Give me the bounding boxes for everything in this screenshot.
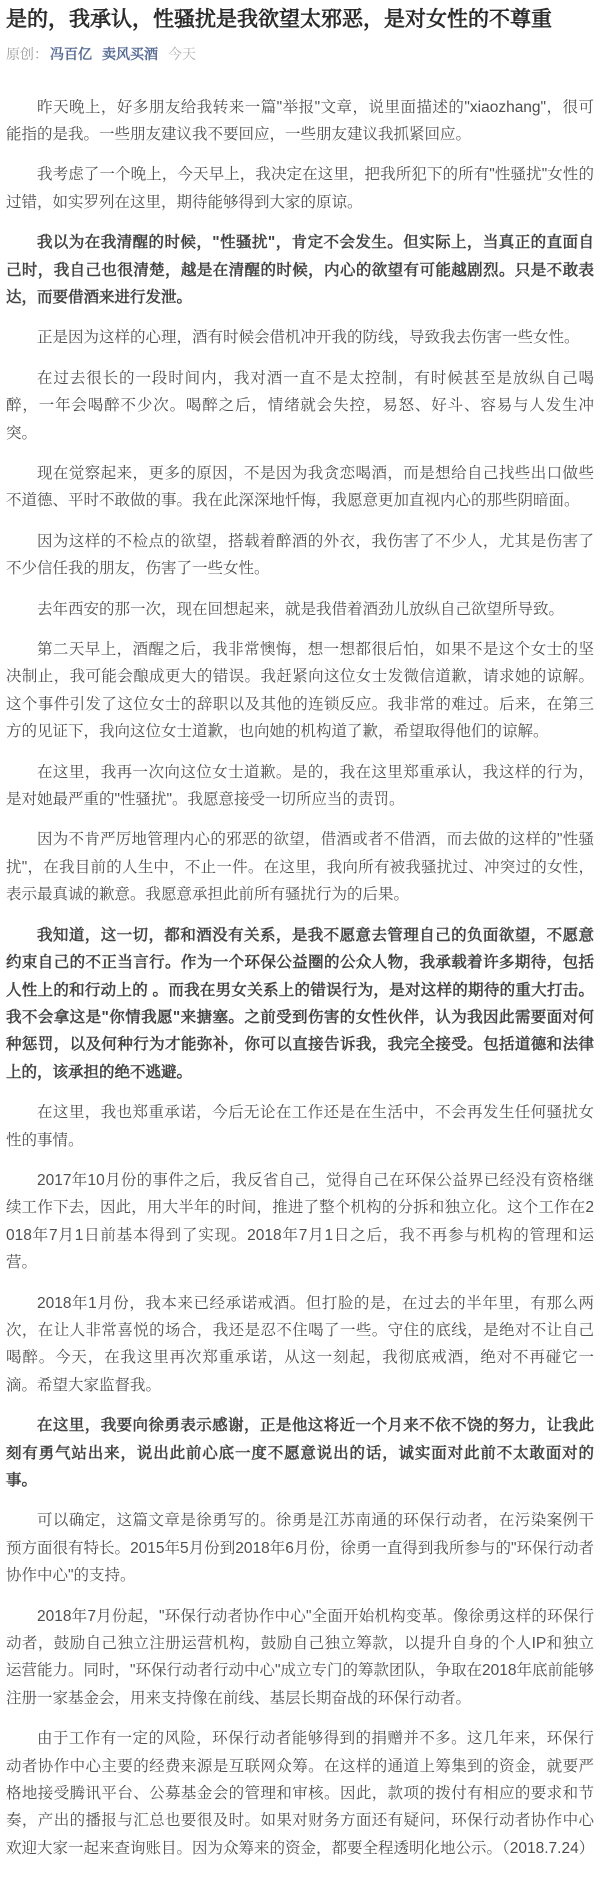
author-link[interactable]: 冯百亿 xyxy=(50,46,92,63)
paragraph: 正是因为这样的心理，酒有时候会借机冲开我的防线，导致我去伤害一些女性。 xyxy=(37,329,580,347)
paragraph-bold: 我知道，这一切，都和酒没有关系，是我不愿意去管理自己的负面欲望，不愿意约束自己的不正当言行。作为一个环保公益圈的公众人物，我承载着许多期待，包括人性上的和行动上的 。而我在男女关系上的错误行为，是对这样的期待的重大打击。我不会拿这是"你情我愿"来搪塞。之前受到伤害的女性伙伴，认为我因此需要面对何种惩罚，以及何种行为才能弥补，你可以直接告诉我，我完全接受。包括道德和法律上的，该承担的绝不逃避。 xyxy=(6,926,594,1081)
paragraph: 2017年10月份的事件之后，我反省自己，觉得自己在环保公益界已经没有资格继续工作下去，因此，用大半年的时间，推进了整个机构的分拆和独立化。这个工作在2018年7月1日前基本得到了实现。2018年7月1日之后，我不再参与机构的管理和运营。 xyxy=(6,1171,594,1272)
paragraph: 在这里，我也郑重承诺，今后无论在工作还是在生活中，不会再发生任何骚扰女性的事情。 xyxy=(6,1104,594,1149)
paragraph: 昨天晚上，好多朋友给我转来一篇"举报"文章，说里面描述的"xiaozhang"，很可能指的是我。一些朋友建议我不要回应，一些朋友建议我抓紧回应。 xyxy=(6,98,594,143)
paragraph: 在这里，我再一次向这位女士道歉。是的，我在这里郑重承认，我这样的行为，是对她最严重的"性骚扰"。我愿意接受一切所应当的责罚。 xyxy=(6,763,594,809)
paragraph: 2018年1月份，我本来已经承诺戒酒。但打脸的是，在过去的半年里，有那么两次，在让人非常喜悦的场合，我还是忍不住喝了一些。守住的底线，是绝对不让自己喝醉。今天，在我这里再次郑重承诺，从这一刻起，我彻底戒酒，绝对不再碰它一滴。希望大家监督我。 xyxy=(6,1294,594,1394)
paragraph: 因为不肯严厉地管理内心的邪恶的欲望，借酒或者不借酒，而去做的这样的"性骚扰"，在我目前的人生中，不止一件。在这里，我向所有被我骚扰过、冲突过的女性，表示最真诚的歉意。我愿意承担此前所有骚扰行为的后果。 xyxy=(6,831,594,904)
paragraph: 去年西安的那一次，现在回想起来，就是我借着酒劲儿放纵自己欲望所导致。 xyxy=(37,600,565,618)
account-link[interactable]: 卖风买酒 xyxy=(102,46,158,63)
paragraph: 2018年7月份起，"环保行动者协作中心"全面开始机构变革。像徐勇这样的环保行动者，鼓励自己独立注册运营机构，鼓励自己独立筹款，以提升自身的个人IP和独立运营能力。同时，"环保行动者行动中心"成立专门的筹款团队，争取在2018年底前能够注册一家基金会，用来支持像在前线、基层长期奋战的环保行动者。 xyxy=(6,1607,594,1707)
publish-date: 今天 xyxy=(168,46,196,63)
paragraph: 因为这样的不检点的欲望，搭载着醉酒的外衣，我伤害了不少人，尤其是伤害了不少信任我的朋友，伤害了一些女性。 xyxy=(6,532,594,578)
original-label: 原创： xyxy=(6,46,48,63)
paragraph-bold: 我以为在我清醒的时候，"性骚扰"，肯定不会发生。但实际上，当真正的直面自己时，我自己也很清楚，越是在清醒的时候，内心的欲望有可能越剧烈。只是不敢表达，而要借酒来进行发泄。 xyxy=(6,234,594,306)
article-title: 是的，我承认，性骚扰是我欲望太邪恶，是对女性的不尊重 xyxy=(6,8,552,31)
article-meta xyxy=(6,45,594,63)
paragraph-bold: 在这里，我要向徐勇表示感谢，正是他这将近一个月来不依不饶的努力，让我此刻有勇气站出来，说出此前心底一度不愿意说出的话，诚实面对此前不太敢面对的事。 xyxy=(6,1417,594,1489)
paragraph: 在过去很长的一段时间内，我对酒一直不是太控制，有时候甚至是放纵自己喝醉，一年会喝醉不少次。喝醉之后，情绪就会失控，易怒、好斗、容易与人发生冲突。 xyxy=(6,369,594,442)
paragraph: 我考虑了一个晚上，今天早上，我决定在这里，把我所犯下的所有"性骚扰"女性的过错，如实罗列在这里，期待能够得到大家的原谅。 xyxy=(6,166,594,211)
paragraph: 现在觉察起来，更多的原因，不是因为我贪恋喝酒，而是想给自己找些出口做些不道德、平时不敢做的事。我在此深深地忏悔，我愿意更加直视内心的那些阴暗面。 xyxy=(6,465,594,510)
paragraph: 由于工作有一定的风险，环保行动者能够得到的捐赠并不多。这几年来，环保行动者协作中心主要的经费来源是互联网众筹。在这样的通道上筹集到的资金，就要严格地接受腾讯平台、公募基金会的管理和审核。因此，款项的拨付有相应的要求和节奏，产出的播报与汇总也要很及时。如果对财务方面还有疑问，环保行动者协作中心欢迎大家一起来查询账目。因为众筹来的资金，都要全程透明化地公示。（2018.7.24） xyxy=(6,1730,595,1857)
paragraph: 可以确定，这篇文章是徐勇写的。徐勇是江苏南通的环保行动者，在污染案例干预方面很有特长。2015年5月份到2018年6月份，徐勇一直得到我所参与的"环保行动者协作中心"的支持。 xyxy=(6,1512,594,1585)
article-body xyxy=(6,94,594,1863)
paragraph: 第二天早上，酒醒之后，我非常懊悔，想一想都很后怕，如果不是这个女士的坚决制止，我可能会酿成更大的错误。我赶紧向这位女士发微信道歉，请求她的谅解。这个事件引发了这位女士的辞职以及其他的连锁反应。我非常的难过。后来，在第三方的见证下，我向这位女士道歉，也向她的机构道了歉，希望取得他们的谅解。 xyxy=(6,641,594,741)
